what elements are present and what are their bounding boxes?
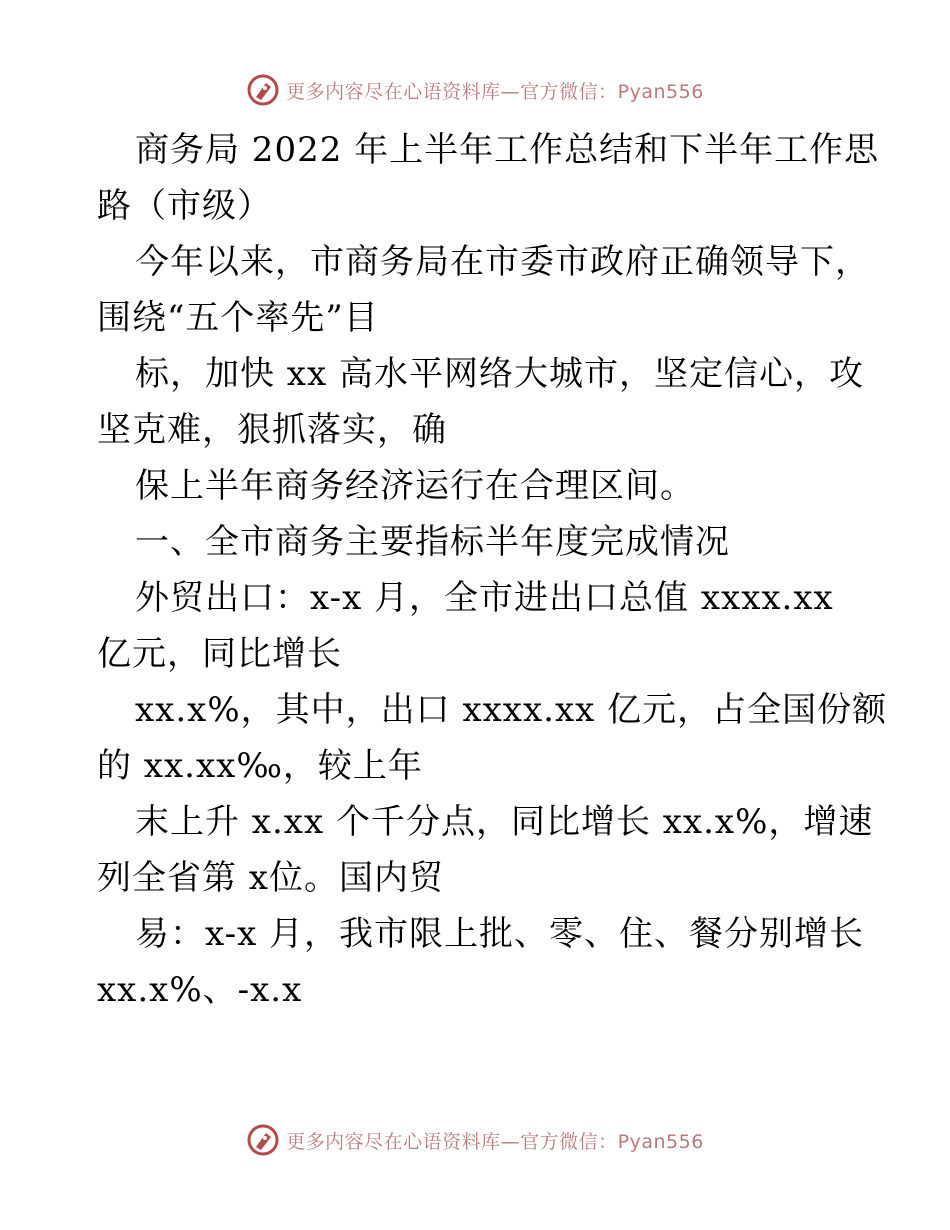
- text-line: xx.x%，其中，出口 xxxx.xx 亿元，占全国份额: [135, 690, 888, 730]
- text-line: 商务局 2022 年上半年工作总结和下半年工作思: [135, 130, 880, 170]
- watermark-text: 更多内容尽在心语资料库—官方微信：Pyan556: [286, 1130, 704, 1153]
- text-line: 易：x-x 月，我市限上批、零、住、餐分别增长: [135, 914, 865, 954]
- text-line: 亿元，同比增长: [97, 634, 342, 674]
- pen-nib-logo-icon: [246, 1123, 280, 1157]
- text-line: 列全省第 x位。国内贸: [97, 858, 444, 898]
- text-line: 今年以来，市商务局在市委市政府正确领导下，: [135, 242, 870, 282]
- text-line: 路（市级）: [97, 186, 272, 226]
- text-line: 坚克难，狠抓落实，确: [97, 410, 447, 450]
- text-line: xx.x%、-x.x: [97, 970, 303, 1010]
- text-line: 末上升 x.xx 个千分点，同比增长 xx.x%，增速: [135, 802, 874, 842]
- text-line: 的 xx.xx‰，较上年: [97, 746, 423, 786]
- text-line: 标，加快 xx 高水平网络大城市，坚定信心，攻: [135, 354, 864, 394]
- footer-watermark: [0, 1120, 950, 1160]
- text-line: 围绕“五个率先”目: [97, 298, 379, 338]
- document-body: [97, 122, 888, 1018]
- pen-nib-logo-icon: [246, 73, 280, 107]
- text-line: 外贸出口：x-x 月，全市进出口总值 xxxx.xx: [135, 578, 834, 618]
- header-watermark: [0, 70, 950, 110]
- text-line: 保上半年商务经济运行在合理区间。: [135, 466, 695, 506]
- text-line: 一、全市商务主要指标半年度完成情况: [135, 522, 730, 562]
- watermark-text: 更多内容尽在心语资料库—官方微信：Pyan556: [286, 80, 704, 103]
